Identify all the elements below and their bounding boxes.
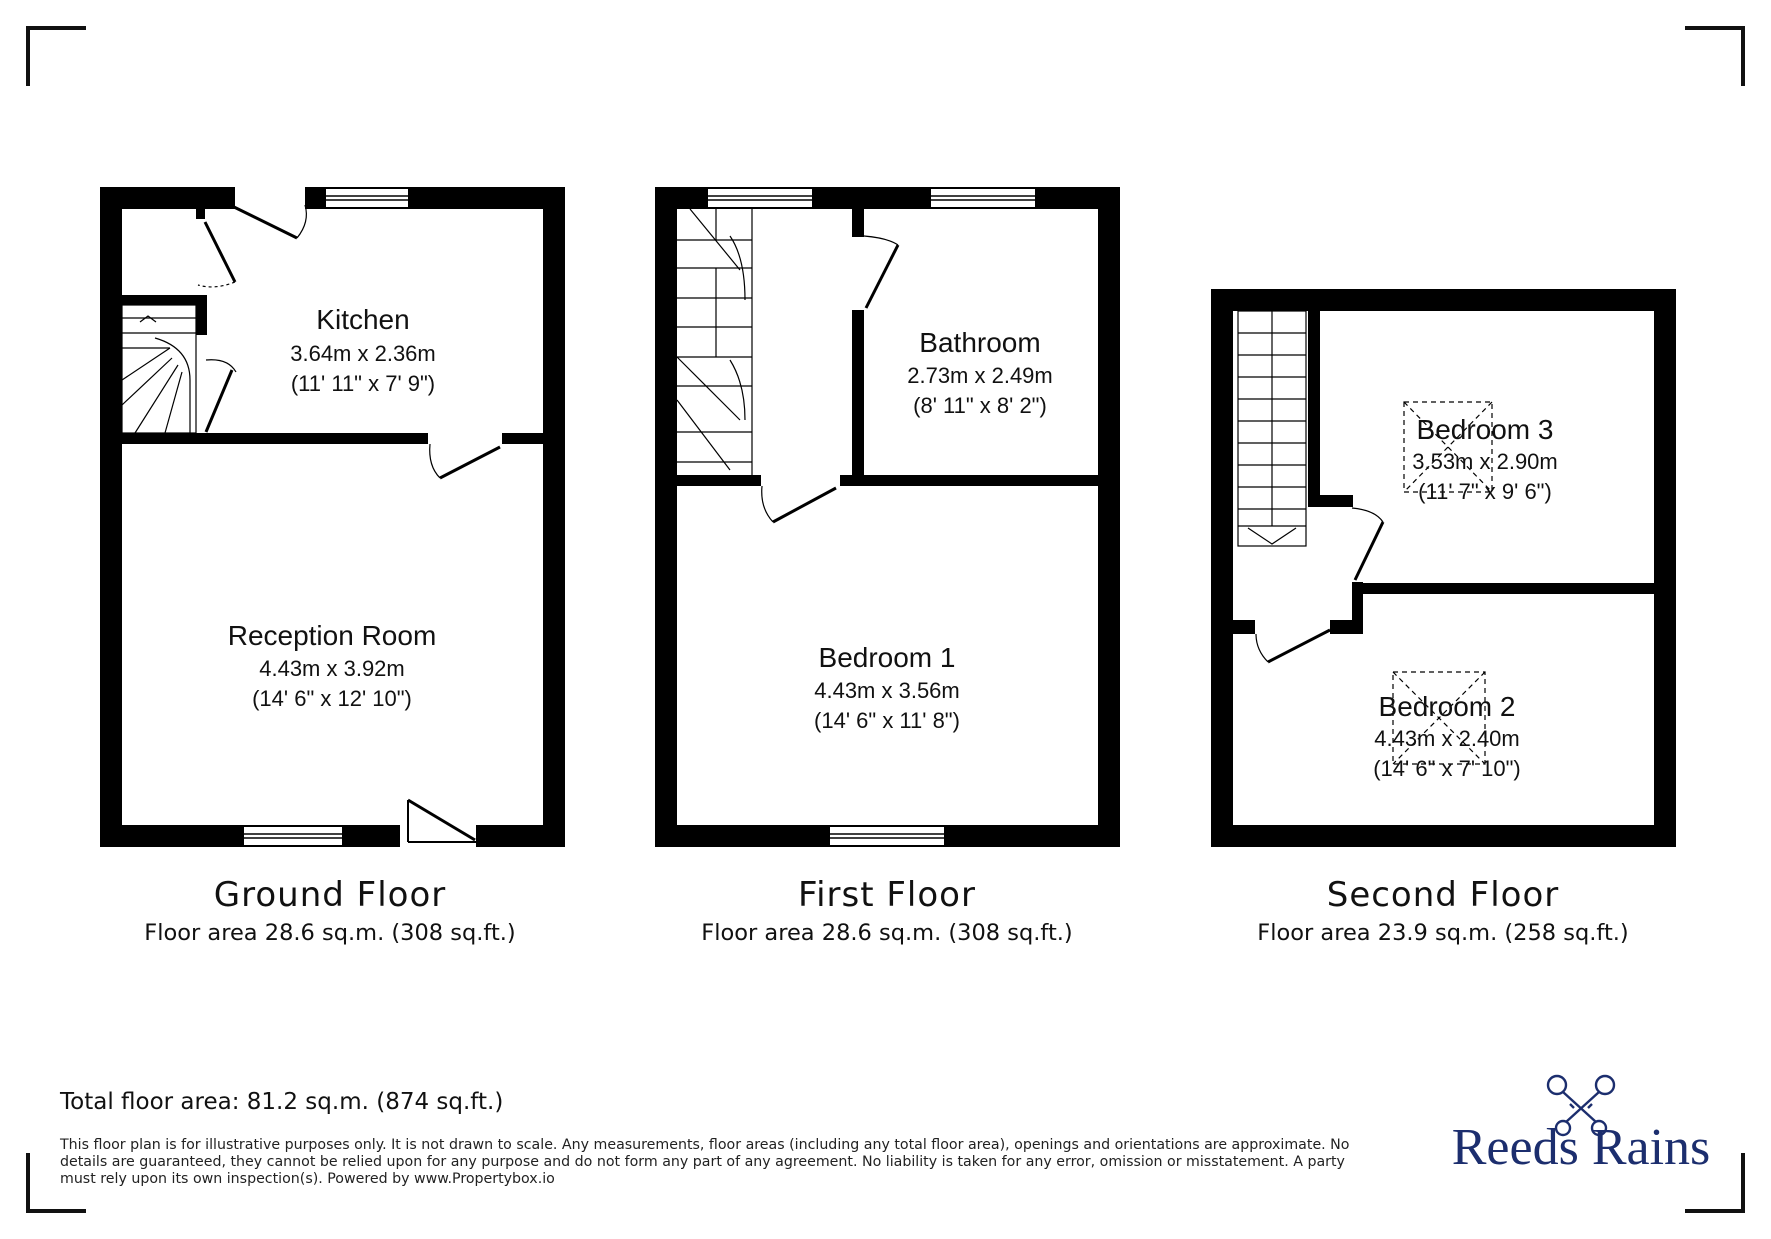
total-floor-area: Total floor area: 81.2 sq.m. (874 sq.ft.) — [60, 1089, 504, 1115]
room-imperial: (14' 6" x 7' 10") — [1373, 756, 1521, 781]
room-name: Reception Room — [227, 620, 437, 651]
first-floor-plan — [655, 187, 1120, 847]
room-metric: 3.53m x 2.90m — [1412, 449, 1558, 474]
window — [930, 188, 1036, 208]
room-imperial: (11' 7" x 9' 6") — [1418, 479, 1552, 504]
room-label-kitchen — [290, 304, 436, 396]
window — [829, 826, 945, 846]
room-name: Bedroom 2 — [1378, 691, 1516, 722]
room-metric: 3.64m x 2.36m — [290, 341, 436, 366]
room-name: Bedroom 1 — [818, 642, 956, 673]
room-name: Kitchen — [316, 304, 410, 335]
room-imperial: (14' 6" x 12' 10") — [252, 686, 412, 711]
room-label-bedroom-2 — [1373, 691, 1521, 781]
room-metric: 4.43m x 3.92m — [259, 656, 405, 681]
stairs — [677, 209, 752, 475]
floor-area-ground: Floor area 28.6 sq.m. (308 sq.ft.) — [144, 920, 516, 946]
room-name: Bedroom 3 — [1416, 414, 1554, 445]
window — [325, 188, 409, 208]
room-metric: 2.73m x 2.49m — [907, 363, 1053, 388]
floor-area-first: Floor area 28.6 sq.m. (308 sq.ft.) — [701, 920, 1073, 946]
room-metric: 4.43m x 3.56m — [814, 678, 960, 703]
window — [707, 188, 813, 208]
ground-floor-plan — [100, 187, 565, 847]
room-imperial: (14' 6" x 11' 8") — [814, 708, 960, 733]
floor-title-ground: Ground Floor — [213, 875, 447, 915]
stairs — [1238, 311, 1306, 546]
room-label-bathroom — [907, 327, 1053, 418]
floor-area-second: Floor area 23.9 sq.m. (258 sq.ft.) — [1257, 920, 1629, 946]
floor-title-first: First Floor — [798, 875, 976, 915]
room-label-reception-room — [228, 620, 437, 711]
room-imperial: (11' 11" x 7' 9") — [290, 371, 436, 396]
window — [243, 826, 343, 846]
stairs — [122, 305, 196, 433]
room-metric: 4.43m x 2.40m — [1374, 726, 1520, 751]
room-name: Bathroom — [919, 327, 1041, 358]
disclaimer-text: This floor plan is for illustrative purposes only. It is not drawn to scale. Any measurements, floor areas (including any total floor area), openings and orientations are approximate. No details are guaranteed, they cannot be relied upon for any purpose and do not form any part of any agreement. No liability is taken for any error, omission or misstatement. A party must rely upon its own inspection(s). Powered by www.Propertybox.io — [60, 1137, 1350, 1187]
room-imperial: (8' 11" x 8' 2") — [913, 393, 1047, 418]
room-label-bedroom-1 — [814, 642, 960, 733]
room-label-bedroom-3 — [1412, 414, 1558, 504]
brand-name: Reeds Rains — [1451, 1119, 1711, 1176]
floor-title-second: Second Floor — [1326, 875, 1560, 915]
